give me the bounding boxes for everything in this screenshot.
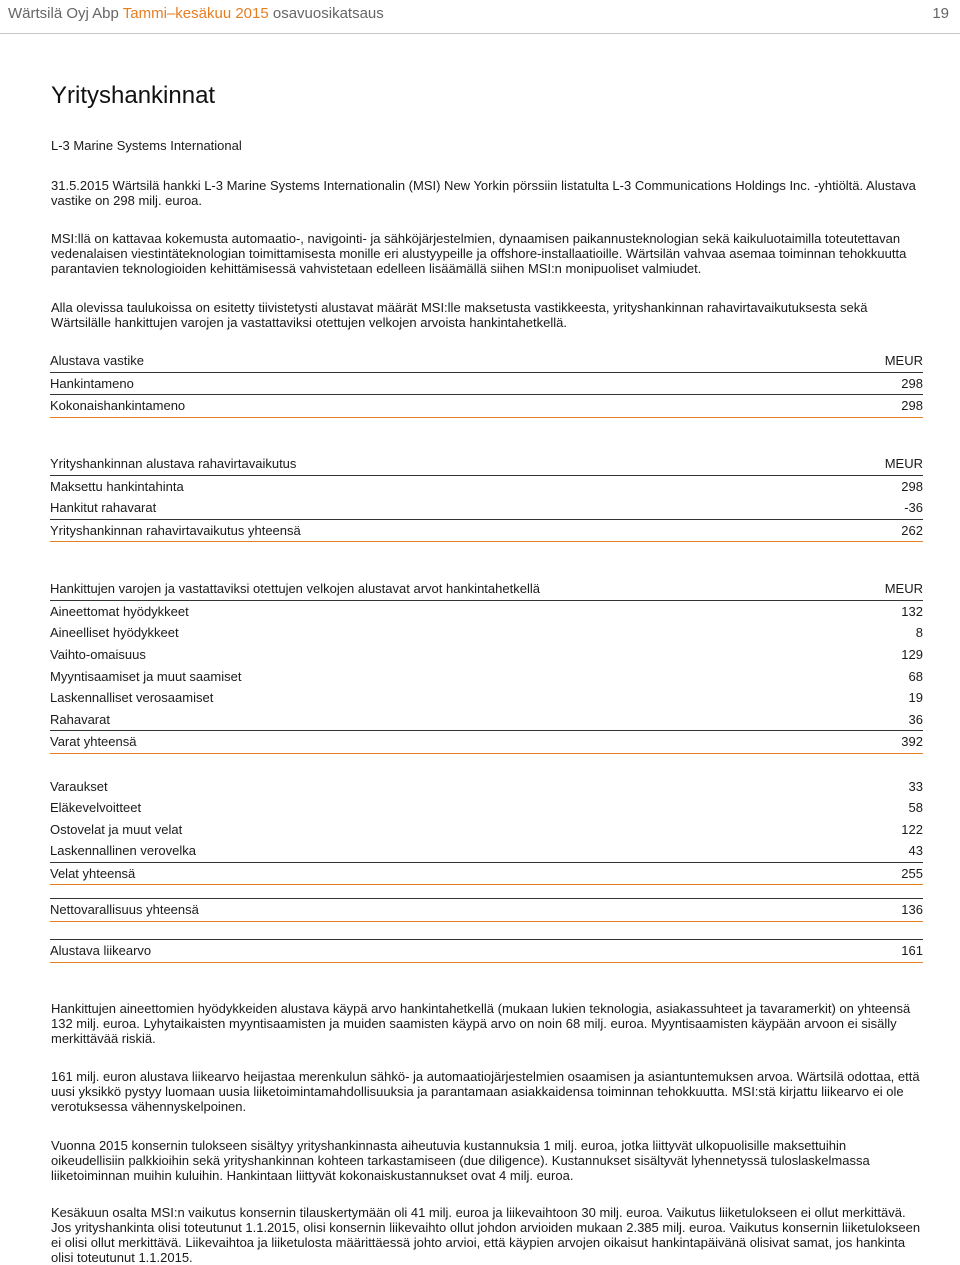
table-row [50, 622, 923, 644]
total-value: 161 [769, 940, 923, 963]
table-row [50, 819, 923, 841]
intro-paragraph: 31.5.2015 Wärtsilä hankki L-3 Marine Systems Internationalin (MSI) New Yorkin pörssiin listatulta L-3 Communications Holdings Inc. -yhtiöltä. Alustava vastike on 298 milj. euroa. [51, 178, 916, 208]
row-value: 43 [908, 843, 923, 859]
table-total-row [50, 395, 923, 418]
table-spacer-row [50, 753, 923, 775]
total-label: Yrityshankinnan rahavirtavaikutus yhteensä [50, 519, 807, 542]
table-row [50, 687, 923, 709]
row-value: 132 [901, 603, 923, 619]
row-label: Maksettu hankintahinta [50, 478, 184, 494]
total-label: Alustava liikearvo [50, 940, 769, 963]
report-period: Tammi–kesäkuu 2015 [122, 5, 269, 22]
table-row [50, 600, 923, 622]
intangibles-paragraph: Hankittujen aineettomien hyödykkeiden alustava käypä arvo hankintahetkellä (mukaan lukien teknologia, asiakassuhteet ja tavaramerkit) on yhteensä 132 milj. euroa. Lyhytaikaisten myyntisaamisten ja muiden saamisten käypä arvo on noin 68 milj. euroa. Myyntisaamisten käypään arvoon ei sisälly merkittävää riskiä. [51, 1001, 911, 1046]
total-value: 262 [807, 519, 923, 542]
row-label: Myyntisaamiset ja muut saamiset [50, 668, 242, 684]
row-value: 298 [901, 478, 923, 494]
tables-intro-paragraph: Alla olevissa taulukoissa on esitetty tiivistetysti alustavat määrät MSI:lle maksetusta vastikkeesta, yrityshankinnan rahavirtavaikutuksesta sekä Wärtsilälle hankittujen varojen ja vastattaviksi otettujen velkojen arvoista hankintahetkellä. [51, 300, 868, 330]
table-row [50, 709, 923, 731]
table-total-row [50, 731, 923, 754]
page-number: 19 [932, 5, 949, 22]
table-row [50, 775, 923, 797]
row-label: Hankitut rahavarat [50, 500, 157, 516]
total-label: Velat yhteensä [50, 862, 860, 885]
total-value: 298 [730, 395, 923, 418]
page-header [0, 0, 960, 32]
report-type: osavuosikatsaus [272, 5, 384, 22]
row-label: Aineelliset hyödykkeet [50, 625, 179, 641]
total-value: 136 [812, 899, 923, 922]
table-row [50, 644, 923, 666]
total-label: Nettovarallisuus yhteensä [50, 899, 812, 922]
row-label: Eläkevelvoitteet [50, 800, 142, 816]
costs-paragraph: Vuonna 2015 konsernin tulokseen sisältyy yrityshankinnasta aiheutuvia kustannuksia 1 milj. euroa, jotka liittyvät ulkopuolisille maksettuihin oikeudellisiin palkkioihin sekä yrityshankinnan kohteen tarkastamiseen (due diligence). Kustannukset sisältyvät lyhennetyssä tuloslaskelmassa liiketoiminnan muihin kuluihin. Hankintaan liittyvät kokonaiskustannukset ovat 4 milj. euroa. [51, 1138, 870, 1183]
row-label: Vaihto-omaisuus [50, 647, 146, 663]
table-row [50, 372, 923, 395]
total-value: 392 [860, 731, 923, 754]
row-label: Aineettomat hyödykkeet [50, 603, 189, 619]
consideration-table [50, 350, 923, 418]
row-value: 129 [901, 647, 923, 663]
goodwill-table [50, 939, 923, 963]
total-label: Kokonaishankintameno [50, 395, 730, 418]
row-label: Laskennalliset verosaamiset [50, 690, 214, 706]
company-name: Wärtsilä Oyj Abp [8, 5, 119, 22]
page-title: Yrityshankinnat [51, 82, 216, 109]
goodwill-row [50, 940, 923, 963]
table-row [50, 840, 923, 862]
table-header-label: Yrityshankinnan alustava rahavirtavaikutus [50, 453, 807, 475]
row-label: Laskennallinen verovelka [50, 843, 196, 859]
row-label: Ostovelat ja muut velat [50, 821, 183, 837]
row-value: 58 [908, 800, 923, 816]
table-row [50, 665, 923, 687]
table-row [50, 797, 923, 819]
goodwill-paragraph: 161 milj. euron alustava liikearvo heijastaa merenkulun sähkö- ja automaatiojärjestelmien osaamisen ja asiantuntemuksen arvoa. Wärtsilä odottaa, että uusi yksikkö pystyy luomaan uusia liiketoimintamahdollisuuksia ja parantamaan asiakkaidensa toiminnan tehokkuutta. MSI:stä kirjattu liikearvo ei ole verotuksessa vähennyskelpoinen. [51, 1069, 920, 1114]
total-label: Varat yhteensä [50, 731, 860, 754]
row-value: 8 [915, 625, 923, 641]
row-value: -36 [904, 500, 923, 516]
table-header-label: Alustava vastike [50, 350, 730, 372]
cashflow-table [50, 453, 923, 542]
header-divider [0, 33, 960, 34]
row-label: Rahavarat [50, 711, 110, 727]
row-value: 68 [908, 668, 923, 684]
report-title [8, 5, 384, 22]
section-subtitle: L-3 Marine Systems International [51, 138, 242, 153]
table-row [50, 475, 923, 497]
table-total-row [50, 519, 923, 542]
impact-paragraph: Kesäkuun osalta MSI:n vaikutus konsernin tilauskertymään oli 41 milj. euroa ja liikevaihtoon 30 milj. euroa. Vaikutus liiketulokseen ei ollut merkittävä. Jos yrityshankinta olisi toteutunut 1.1.2015, olisi konsernin liikevaihto ollut johdon arvioiden mukaan 2.385 milj. euroa. Vaikutus konsernin liiketulokseen ei olisi ollut merkittävä. Liikevaihtoa ja liiketulosta määrittäessä johto arvioi, että käypien arvojen oikaisut hankintapäivänä olisivat samat, jos hankinta olisi toteutunut 1.1.2015. [51, 1205, 921, 1265]
net-assets-row [50, 899, 923, 922]
row-value: 19 [908, 690, 923, 706]
row-value: 33 [908, 778, 923, 794]
table-unit: MEUR [860, 578, 923, 600]
net-assets-table [50, 578, 923, 885]
table-header-row [50, 578, 923, 600]
net-assets-total-table [50, 898, 923, 922]
table-header-row [50, 453, 923, 475]
table-header-label: Hankittujen varojen ja vastattaviksi otettujen velkojen alustavat arvot hankintahetkellä [50, 578, 860, 600]
row-value: 36 [908, 711, 923, 727]
row-value: 122 [901, 821, 923, 837]
row-label: Hankintameno [50, 375, 134, 391]
table-total-row [50, 862, 923, 885]
table-unit: MEUR [730, 350, 923, 372]
table-unit: MEUR [807, 453, 923, 475]
msi-description-paragraph: MSI:llä on kattavaa kokemusta automaatio-, navigointi- ja sähköjärjestelmien, dynaamisen paikannusteknologian sekä kaikuluotaimilla toteutettavan vedenalaisen viestintäteknologian toimittamisesta monille eri alustyypeille ja offshore-installaatioille. Wärtsilän vahvaa asemaa toiminnan tehokkuutta parantavien teknologioiden kehittämisessä vahvistetaan edelleen lisäämällä siihen MSI:n monipuoliset valmiudet. [51, 231, 907, 276]
total-value: 255 [860, 862, 923, 885]
table-row [50, 497, 923, 519]
row-value: 298 [901, 375, 923, 391]
row-label: Varaukset [50, 778, 108, 794]
table-header-row [50, 350, 923, 372]
